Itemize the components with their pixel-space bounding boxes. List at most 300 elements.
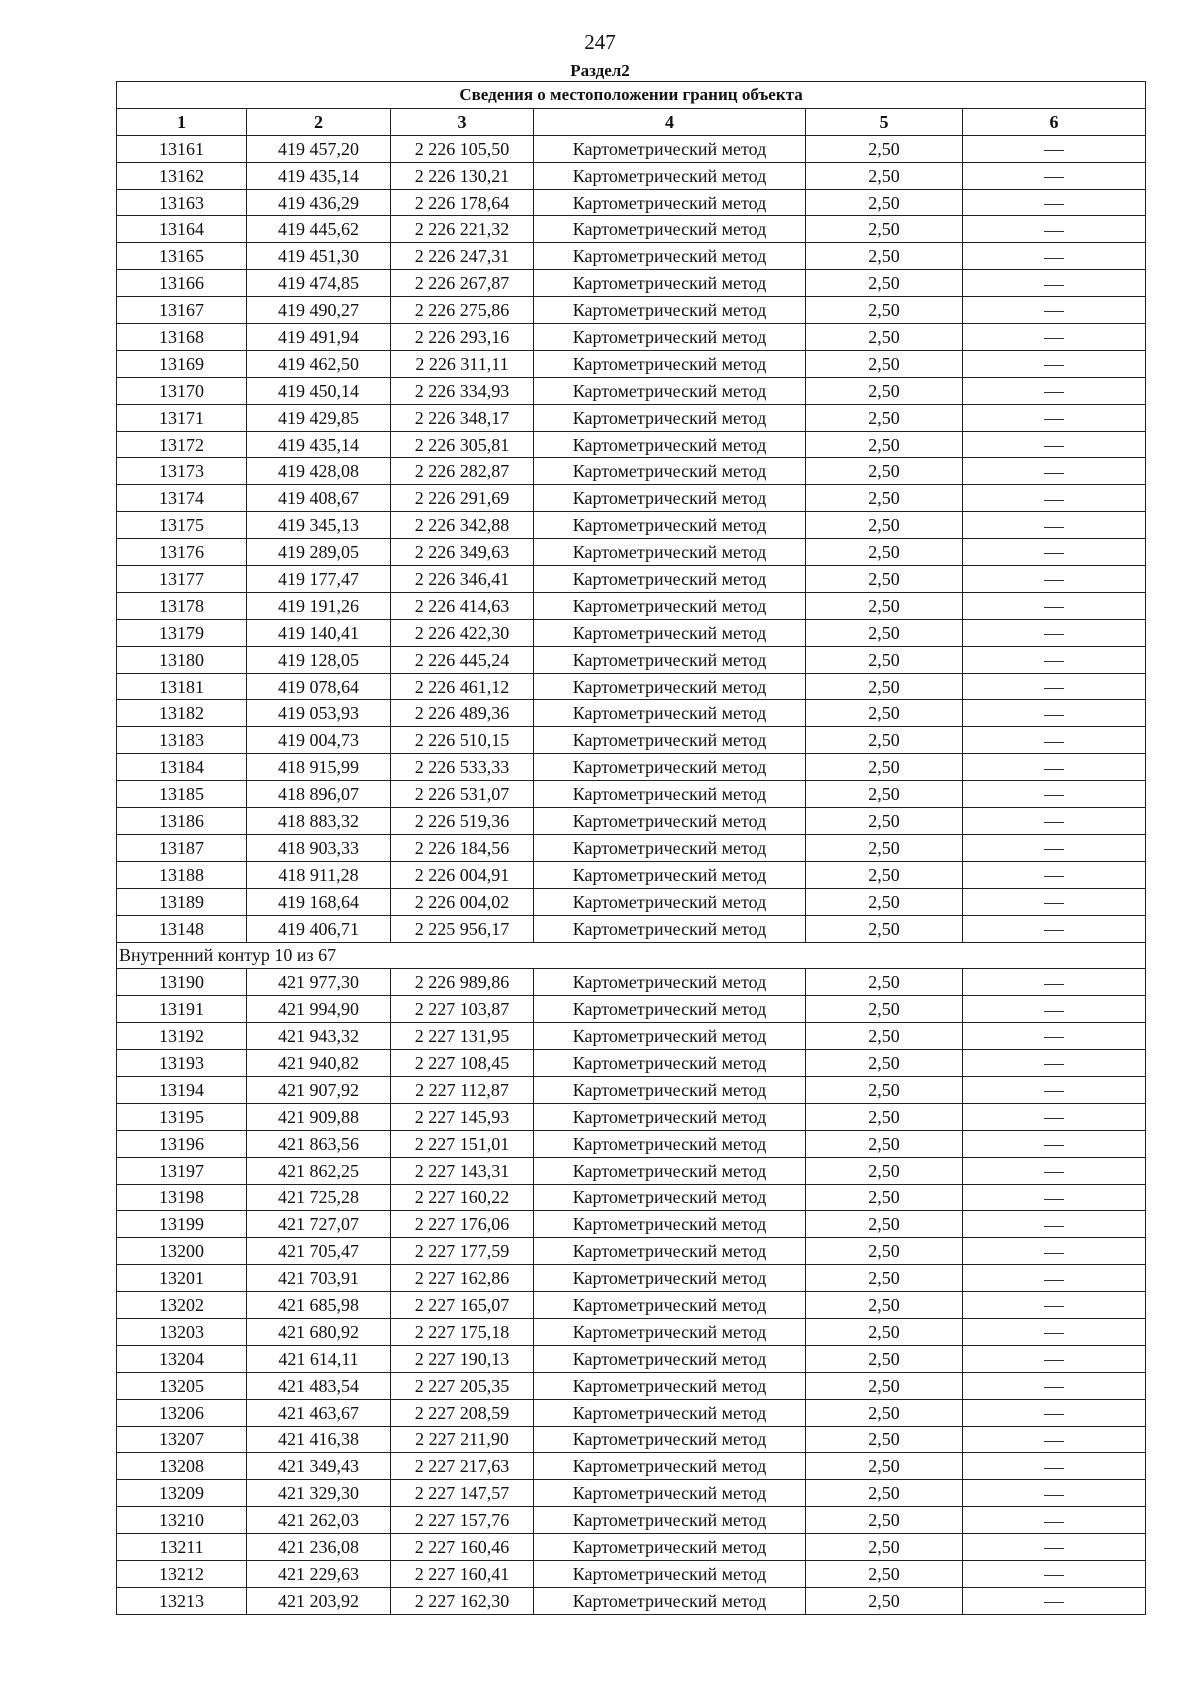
column-header: 5 <box>806 108 963 135</box>
coordinate-x: 421 940,82 <box>247 1050 391 1077</box>
dash-mark <box>1044 930 1064 931</box>
dash-mark <box>1044 311 1064 312</box>
accuracy-cell: 2,50 <box>806 216 963 243</box>
point-number: 13183 <box>117 727 247 754</box>
point-number: 13211 <box>117 1534 247 1561</box>
point-number: 13168 <box>117 324 247 351</box>
coordinate-x: 419 457,20 <box>247 135 391 162</box>
coordinate-x: 419 429,85 <box>247 404 391 431</box>
dash-mark <box>1044 1118 1064 1119</box>
method-cell: Картометрический метод <box>534 834 806 861</box>
accuracy-cell: 2,50 <box>806 619 963 646</box>
point-number: 13209 <box>117 1480 247 1507</box>
table-row <box>117 834 1146 861</box>
accuracy-cell: 2,50 <box>806 700 963 727</box>
accuracy-cell: 2,50 <box>806 1023 963 1050</box>
accuracy-cell: 2,50 <box>806 646 963 673</box>
method-cell: Картометрический метод <box>534 915 806 942</box>
dash-mark <box>1044 742 1064 743</box>
dash-mark <box>1044 849 1064 850</box>
accuracy-cell: 2,50 <box>806 1453 963 1480</box>
point-number: 13189 <box>117 888 247 915</box>
table-row <box>117 1480 1146 1507</box>
coordinate-y: 2 226 293,16 <box>391 324 534 351</box>
method-cell: Картометрический метод <box>534 1453 806 1480</box>
empty-value-cell <box>963 861 1146 888</box>
point-number: 13197 <box>117 1157 247 1184</box>
accuracy-cell: 2,50 <box>806 727 963 754</box>
table-row <box>117 1534 1146 1561</box>
method-cell: Картометрический метод <box>534 861 806 888</box>
coordinate-x: 421 329,30 <box>247 1480 391 1507</box>
point-number: 13170 <box>117 377 247 404</box>
empty-value-cell <box>963 1453 1146 1480</box>
accuracy-cell: 2,50 <box>806 431 963 458</box>
coordinate-x: 419 445,62 <box>247 216 391 243</box>
coordinate-x: 419 451,30 <box>247 243 391 270</box>
coordinate-y: 2 227 162,86 <box>391 1265 534 1292</box>
table-row <box>117 1211 1146 1238</box>
column-header: 4 <box>534 108 806 135</box>
empty-value-cell <box>963 377 1146 404</box>
empty-value-cell <box>963 216 1146 243</box>
dash-mark <box>1044 661 1064 662</box>
empty-value-cell <box>963 1587 1146 1614</box>
coordinate-x: 419 053,93 <box>247 700 391 727</box>
table-row <box>117 1372 1146 1399</box>
coordinate-y: 2 226 184,56 <box>391 834 534 861</box>
point-number: 13207 <box>117 1426 247 1453</box>
point-number: 13178 <box>117 592 247 619</box>
accuracy-cell: 2,50 <box>806 404 963 431</box>
coordinate-x: 419 474,85 <box>247 270 391 297</box>
accuracy-cell: 2,50 <box>806 350 963 377</box>
dash-mark <box>1044 769 1064 770</box>
empty-value-cell <box>963 1023 1146 1050</box>
empty-value-cell <box>963 1534 1146 1561</box>
accuracy-cell: 2,50 <box>806 592 963 619</box>
dash-mark <box>1044 1548 1064 1549</box>
dash-mark <box>1044 553 1064 554</box>
accuracy-cell: 2,50 <box>806 377 963 404</box>
accuracy-cell: 2,50 <box>806 539 963 566</box>
table-row <box>117 700 1146 727</box>
empty-value-cell <box>963 1480 1146 1507</box>
table-row <box>117 324 1146 351</box>
coordinate-x: 419 078,64 <box>247 673 391 700</box>
coordinate-y: 2 227 151,01 <box>391 1130 534 1157</box>
table-row <box>117 216 1146 243</box>
method-cell: Картометрический метод <box>534 1507 806 1534</box>
table-row <box>117 243 1146 270</box>
coordinate-y: 2 226 291,69 <box>391 485 534 512</box>
empty-value-cell <box>963 1157 1146 1184</box>
empty-value-cell <box>963 324 1146 351</box>
empty-value-cell <box>963 1050 1146 1077</box>
empty-value-cell <box>963 1318 1146 1345</box>
method-cell: Картометрический метод <box>534 1587 806 1614</box>
method-cell: Картометрический метод <box>534 404 806 431</box>
table-row <box>117 270 1146 297</box>
accuracy-cell: 2,50 <box>806 1560 963 1587</box>
point-number: 13213 <box>117 1587 247 1614</box>
dash-mark <box>1044 527 1064 528</box>
empty-value-cell <box>963 243 1146 270</box>
coordinate-y: 2 227 103,87 <box>391 996 534 1023</box>
table-row <box>117 781 1146 808</box>
table-row <box>117 404 1146 431</box>
coordinate-y: 2 226 349,63 <box>391 539 534 566</box>
dash-mark <box>1044 1387 1064 1388</box>
method-cell: Картометрический метод <box>534 1372 806 1399</box>
point-number: 13188 <box>117 861 247 888</box>
table-row <box>117 297 1146 324</box>
empty-value-cell <box>963 350 1146 377</box>
empty-value-cell <box>963 404 1146 431</box>
accuracy-cell: 2,50 <box>806 297 963 324</box>
dash-mark <box>1044 1306 1064 1307</box>
method-cell: Картометрический метод <box>534 673 806 700</box>
coordinate-x: 419 490,27 <box>247 297 391 324</box>
accuracy-cell: 2,50 <box>806 1345 963 1372</box>
contour-label: Внутренний контур 10 из 67 <box>117 942 1146 969</box>
point-number: 13161 <box>117 135 247 162</box>
table-row <box>117 1426 1146 1453</box>
dash-mark <box>1044 1522 1064 1523</box>
method-cell: Картометрический метод <box>534 1292 806 1319</box>
coordinate-x: 418 915,99 <box>247 754 391 781</box>
dash-mark <box>1044 1064 1064 1065</box>
accuracy-cell: 2,50 <box>806 243 963 270</box>
point-number: 13208 <box>117 1453 247 1480</box>
table-row <box>117 861 1146 888</box>
column-header: 6 <box>963 108 1146 135</box>
empty-value-cell <box>963 996 1146 1023</box>
accuracy-cell: 2,50 <box>806 1292 963 1319</box>
accuracy-cell: 2,50 <box>806 1265 963 1292</box>
accuracy-cell: 2,50 <box>806 1480 963 1507</box>
coordinate-x: 421 977,30 <box>247 969 391 996</box>
point-number: 13148 <box>117 915 247 942</box>
coordinate-x: 421 483,54 <box>247 1372 391 1399</box>
empty-value-cell <box>963 700 1146 727</box>
column-header-row <box>117 108 1146 135</box>
inner-contour-rows <box>117 969 1146 1614</box>
dash-mark <box>1044 204 1064 205</box>
method-cell: Картометрический метод <box>534 297 806 324</box>
coordinate-y: 2 226 178,64 <box>391 189 534 216</box>
accuracy-cell: 2,50 <box>806 189 963 216</box>
table-row <box>117 189 1146 216</box>
method-cell: Картометрический метод <box>534 458 806 485</box>
method-cell: Картометрический метод <box>534 1534 806 1561</box>
coordinate-y: 2 226 247,31 <box>391 243 534 270</box>
dash-mark <box>1044 634 1064 635</box>
point-number: 13195 <box>117 1103 247 1130</box>
empty-value-cell <box>963 135 1146 162</box>
accuracy-cell: 2,50 <box>806 808 963 835</box>
method-cell: Картометрический метод <box>534 781 806 808</box>
point-number: 13182 <box>117 700 247 727</box>
accuracy-cell: 2,50 <box>806 1372 963 1399</box>
method-cell: Картометрический метод <box>534 566 806 593</box>
table-row <box>117 566 1146 593</box>
empty-value-cell <box>963 834 1146 861</box>
table-row <box>117 1076 1146 1103</box>
dash-mark <box>1044 1172 1064 1173</box>
coordinate-x: 419 408,67 <box>247 485 391 512</box>
empty-value-cell <box>963 915 1146 942</box>
empty-value-cell <box>963 1211 1146 1238</box>
method-cell: Картометрический метод <box>534 1050 806 1077</box>
coordinate-x: 421 727,07 <box>247 1211 391 1238</box>
dash-mark <box>1044 1360 1064 1361</box>
coordinate-x: 419 428,08 <box>247 458 391 485</box>
point-number: 13162 <box>117 162 247 189</box>
coordinate-y: 2 226 311,11 <box>391 350 534 377</box>
coordinate-y: 2 226 342,88 <box>391 512 534 539</box>
table-row <box>117 727 1146 754</box>
coordinate-x: 419 491,94 <box>247 324 391 351</box>
empty-value-cell <box>963 1426 1146 1453</box>
point-number: 13164 <box>117 216 247 243</box>
method-cell: Картометрический метод <box>534 700 806 727</box>
method-cell: Картометрический метод <box>534 1130 806 1157</box>
dash-mark <box>1044 1441 1064 1442</box>
empty-value-cell <box>963 1345 1146 1372</box>
dash-mark <box>1044 715 1064 716</box>
accuracy-cell: 2,50 <box>806 1238 963 1265</box>
table-row <box>117 592 1146 619</box>
table-row <box>117 350 1146 377</box>
coordinate-x: 418 911,28 <box>247 861 391 888</box>
coordinate-x: 421 229,63 <box>247 1560 391 1587</box>
coordinate-y: 2 227 145,93 <box>391 1103 534 1130</box>
table-row <box>117 1507 1146 1534</box>
coordinate-x: 421 943,32 <box>247 1023 391 1050</box>
dash-mark <box>1044 1280 1064 1281</box>
dash-mark <box>1044 1414 1064 1415</box>
dash-mark <box>1044 1011 1064 1012</box>
point-number: 13203 <box>117 1318 247 1345</box>
coordinate-y: 2 226 531,07 <box>391 781 534 808</box>
table-row <box>117 1345 1146 1372</box>
coordinate-y: 2 226 519,36 <box>391 808 534 835</box>
coordinate-y: 2 227 143,31 <box>391 1157 534 1184</box>
empty-value-cell <box>963 969 1146 996</box>
dash-mark <box>1044 1091 1064 1092</box>
coordinate-x: 419 191,26 <box>247 592 391 619</box>
point-number: 13193 <box>117 1050 247 1077</box>
coordinate-y: 2 226 989,86 <box>391 969 534 996</box>
dash-mark <box>1044 258 1064 259</box>
method-cell: Картометрический метод <box>534 727 806 754</box>
method-cell: Картометрический метод <box>534 243 806 270</box>
coordinate-y: 2 226 004,02 <box>391 888 534 915</box>
table-row <box>117 135 1146 162</box>
point-number: 13184 <box>117 754 247 781</box>
table-row <box>117 754 1146 781</box>
coordinate-x: 421 685,98 <box>247 1292 391 1319</box>
accuracy-cell: 2,50 <box>806 1426 963 1453</box>
coordinate-y: 2 226 282,87 <box>391 458 534 485</box>
coordinate-y: 2 225 956,17 <box>391 915 534 942</box>
table-row <box>117 1560 1146 1587</box>
accuracy-cell: 2,50 <box>806 458 963 485</box>
empty-value-cell <box>963 512 1146 539</box>
empty-value-cell <box>963 431 1146 458</box>
empty-value-cell <box>963 592 1146 619</box>
empty-value-cell <box>963 1076 1146 1103</box>
point-number: 13167 <box>117 297 247 324</box>
method-cell: Картометрический метод <box>534 1399 806 1426</box>
coordinate-y: 2 227 147,57 <box>391 1480 534 1507</box>
coordinate-x: 419 168,64 <box>247 888 391 915</box>
dash-mark <box>1044 1145 1064 1146</box>
dash-mark <box>1044 688 1064 689</box>
method-cell: Картометрический метод <box>534 1318 806 1345</box>
accuracy-cell: 2,50 <box>806 324 963 351</box>
coordinate-y: 2 227 211,90 <box>391 1426 534 1453</box>
point-number: 13185 <box>117 781 247 808</box>
table-row <box>117 458 1146 485</box>
dash-mark <box>1044 580 1064 581</box>
method-cell: Картометрический метод <box>534 539 806 566</box>
dash-mark <box>1044 1602 1064 1603</box>
point-number: 13187 <box>117 834 247 861</box>
empty-value-cell <box>963 162 1146 189</box>
coordinate-y: 2 227 157,76 <box>391 1507 534 1534</box>
coordinate-x: 419 289,05 <box>247 539 391 566</box>
coordinate-x: 421 349,43 <box>247 1453 391 1480</box>
empty-value-cell <box>963 781 1146 808</box>
coordinate-x: 421 262,03 <box>247 1507 391 1534</box>
table-row <box>117 673 1146 700</box>
accuracy-cell: 2,50 <box>806 834 963 861</box>
dash-mark <box>1044 473 1064 474</box>
point-number: 13174 <box>117 485 247 512</box>
accuracy-cell: 2,50 <box>806 1076 963 1103</box>
table-row <box>117 1453 1146 1480</box>
method-cell: Картометрический метод <box>534 592 806 619</box>
point-number: 13190 <box>117 969 247 996</box>
coordinate-x: 418 903,33 <box>247 834 391 861</box>
dash-mark <box>1044 1226 1064 1227</box>
point-number: 13198 <box>117 1184 247 1211</box>
method-cell: Картометрический метод <box>534 996 806 1023</box>
coordinate-x: 421 862,25 <box>247 1157 391 1184</box>
dash-mark <box>1044 1037 1064 1038</box>
accuracy-cell: 2,50 <box>806 1507 963 1534</box>
coordinate-x: 421 705,47 <box>247 1238 391 1265</box>
point-number: 13192 <box>117 1023 247 1050</box>
dash-mark <box>1044 876 1064 877</box>
method-cell: Картометрический метод <box>534 1023 806 1050</box>
point-number: 13212 <box>117 1560 247 1587</box>
coordinate-x: 419 128,05 <box>247 646 391 673</box>
coordinate-x: 421 994,90 <box>247 996 391 1023</box>
table-row <box>117 1103 1146 1130</box>
table-row <box>117 1318 1146 1345</box>
coordinate-x: 419 177,47 <box>247 566 391 593</box>
coordinate-x: 418 883,32 <box>247 808 391 835</box>
empty-value-cell <box>963 297 1146 324</box>
coordinate-x: 421 863,56 <box>247 1130 391 1157</box>
method-cell: Картометрический метод <box>534 324 806 351</box>
coordinate-y: 2 226 533,33 <box>391 754 534 781</box>
coordinate-y: 2 226 105,50 <box>391 135 534 162</box>
column-header: 2 <box>247 108 391 135</box>
method-cell: Картометрический метод <box>534 1560 806 1587</box>
point-number: 13163 <box>117 189 247 216</box>
coordinate-y: 2 227 160,41 <box>391 1560 534 1587</box>
coordinate-x: 419 450,14 <box>247 377 391 404</box>
method-cell: Картометрический метод <box>534 1426 806 1453</box>
method-cell: Картометрический метод <box>534 350 806 377</box>
accuracy-cell: 2,50 <box>806 1587 963 1614</box>
dash-mark <box>1044 365 1064 366</box>
method-cell: Картометрический метод <box>534 619 806 646</box>
empty-value-cell <box>963 270 1146 297</box>
accuracy-cell: 2,50 <box>806 1184 963 1211</box>
coordinate-y: 2 226 305,81 <box>391 431 534 458</box>
empty-value-cell <box>963 808 1146 835</box>
table-row <box>117 1238 1146 1265</box>
empty-value-cell <box>963 1507 1146 1534</box>
page-number: 247 <box>584 30 616 54</box>
accuracy-cell: 2,50 <box>806 162 963 189</box>
point-number: 13191 <box>117 996 247 1023</box>
empty-value-cell <box>963 189 1146 216</box>
coordinate-y: 2 226 004,91 <box>391 861 534 888</box>
dash-mark <box>1044 446 1064 447</box>
boundary-table <box>116 81 1146 1615</box>
coordinate-x: 419 435,14 <box>247 162 391 189</box>
dash-mark <box>1044 795 1064 796</box>
method-cell: Картометрический метод <box>534 1265 806 1292</box>
coordinate-x: 418 896,07 <box>247 781 391 808</box>
point-number: 13186 <box>117 808 247 835</box>
empty-value-cell <box>963 1372 1146 1399</box>
point-number: 13210 <box>117 1507 247 1534</box>
empty-value-cell <box>963 1560 1146 1587</box>
coordinate-y: 2 227 205,35 <box>391 1372 534 1399</box>
method-cell: Картометрический метод <box>534 512 806 539</box>
point-number: 13179 <box>117 619 247 646</box>
coordinate-y: 2 227 175,18 <box>391 1318 534 1345</box>
coordinate-y: 2 226 445,24 <box>391 646 534 673</box>
method-cell: Картометрический метод <box>534 808 806 835</box>
empty-value-cell <box>963 1265 1146 1292</box>
dash-mark <box>1044 903 1064 904</box>
empty-value-cell <box>963 727 1146 754</box>
dash-mark <box>1044 177 1064 178</box>
point-number: 13166 <box>117 270 247 297</box>
accuracy-cell: 2,50 <box>806 270 963 297</box>
coordinate-x: 421 416,38 <box>247 1426 391 1453</box>
column-header: 3 <box>391 108 534 135</box>
point-number: 13205 <box>117 1372 247 1399</box>
method-cell: Картометрический метод <box>534 216 806 243</box>
empty-value-cell <box>963 1184 1146 1211</box>
coordinate-y: 2 226 346,41 <box>391 566 534 593</box>
coordinate-y: 2 227 112,87 <box>391 1076 534 1103</box>
empty-value-cell <box>963 539 1146 566</box>
dash-mark <box>1044 1468 1064 1469</box>
empty-value-cell <box>963 673 1146 700</box>
coordinate-y: 2 227 165,07 <box>391 1292 534 1319</box>
empty-value-cell <box>963 1292 1146 1319</box>
